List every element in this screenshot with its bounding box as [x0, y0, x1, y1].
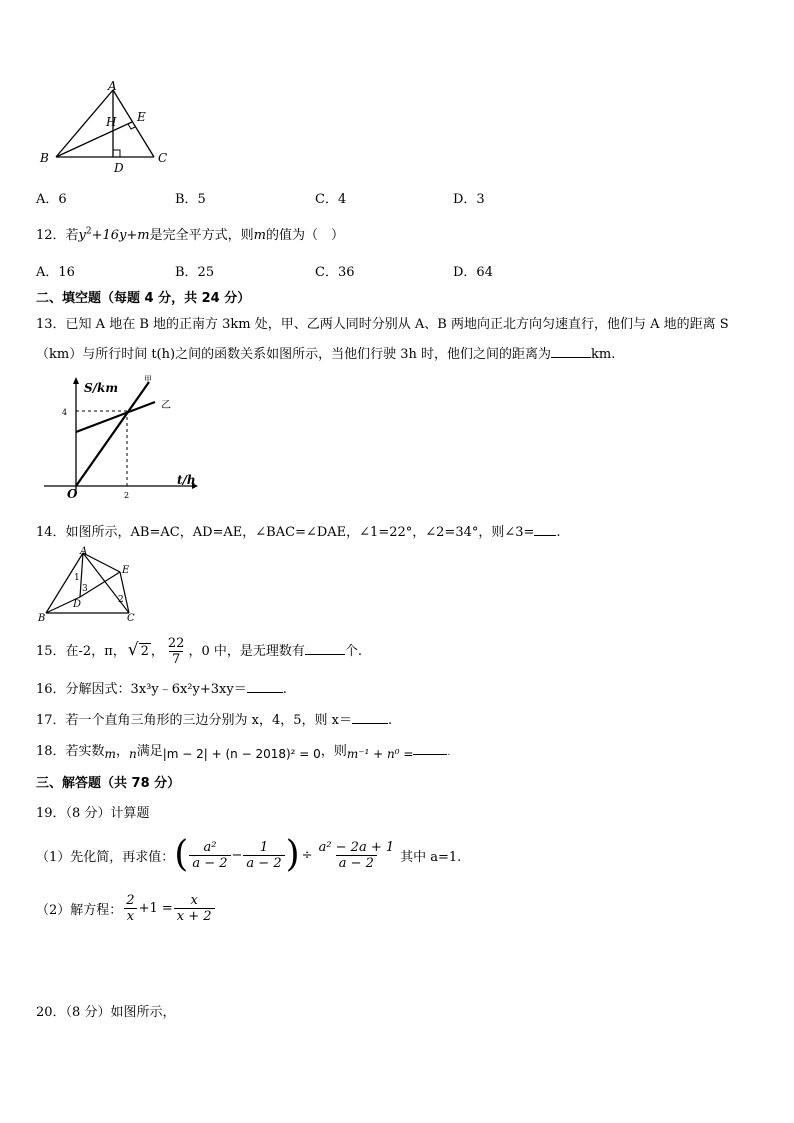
label-c: C [158, 151, 168, 165]
question-19-part-1: （1）先化简，再求值： ( $\frac{\text{a²}}{a - 2}$ − $\frac{1}{a - 2}$ ) ÷ $\frac{\text{a² − 2a + 1}}{a - 2}$ 其中 a=1. [36, 834, 462, 875]
question-17: 17．若一个直角三角形的三边分别为 x，4，5，则 x＝ . [36, 713, 393, 728]
answer-blank-14[interactable] [534, 523, 556, 536]
origin-label: O [67, 487, 78, 501]
figure-q14-triangles [36, 545, 146, 625]
x-tick-2: 2 [124, 491, 130, 500]
figure-q13-graph [40, 374, 210, 504]
fraction-22-7: $\frac{22}{7}$ [167, 636, 185, 667]
q11-option-c: C．4 [315, 192, 347, 207]
section-2-heading: 二、填空题（每题 4 分，共 24 分） [36, 291, 251, 306]
q12-option-d: D．64 [453, 265, 493, 280]
fraction-a2-over-a-minus-2: $\frac{\text{a²}}{a - 2}$ [189, 840, 230, 871]
fraction-2-over-x: $\frac{2}{x}$ [123, 893, 137, 924]
q12-option-c: C．36 [315, 265, 355, 280]
question-20: 20．（8 分）如图所示， [36, 1005, 176, 1020]
label-b: B [38, 613, 46, 624]
angle-2: 2 [118, 595, 124, 605]
q12-option-a: A．16 [36, 265, 75, 280]
angle-3: 3 [82, 584, 88, 594]
left-paren: ( [174, 834, 189, 875]
label-d: D [73, 599, 82, 610]
axis-label-t: t/h [177, 473, 196, 487]
question-18: 18．若实数m，n满足|m − 2| + (n − 2018)² = 0，则m⁻¹ + n⁰ = . [36, 744, 451, 761]
question-13-line2: （km）与所行时间 t(h)之间的函数关系如图所示，当他们行驶 3h 时，他们之间的距离为 km. [36, 347, 616, 362]
fraction-x-over-x-plus-2: $\frac{x}{x + 2}$ [174, 893, 215, 924]
angle-1: 1 [74, 573, 80, 583]
answer-blank-13[interactable] [551, 345, 591, 358]
q12-option-b: B．25 [175, 265, 215, 280]
label-b: B [40, 151, 49, 165]
label-d: D [114, 161, 124, 175]
answer-blank-17[interactable] [352, 711, 388, 724]
label-a: A [108, 80, 117, 93]
right-paren: ) [285, 834, 300, 875]
line-label-yi: 乙 [161, 400, 171, 411]
q11-option-d: D．3 [453, 192, 485, 207]
label-e: E [137, 110, 146, 124]
fraction-quadratic-over-a-minus-2: $\frac{\text{a² − 2a + 1}}{a - 2}$ [318, 839, 395, 871]
label-h: H [106, 115, 117, 129]
answer-blank-16[interactable] [247, 680, 283, 693]
question-12: 12．若$y^2+16y+m$是完全平方式，则m的值为（ ） [36, 226, 344, 243]
question-15: 15．在-2，π， √ 2 ， $\frac{22}{7}$ ，0 中，是无理数有 个. [36, 627, 362, 673]
question-13-line1: 13．已知 A 地在 B 地的正南方 3km 处，甲、乙两人同时分别从 A、B 两地向正北方向匀速直行，他们与 A 地的距离 S [36, 317, 729, 332]
answer-blank-18[interactable] [413, 742, 447, 755]
fraction-1-over-a-minus-2: $\frac{1}{a - 2}$ [243, 840, 284, 871]
q11-option-a: A．6 [36, 192, 67, 207]
question-19-part-2: （2）解方程： $\frac{2}{x}$ +1 = $\frac{x}{x + 2}$ [36, 888, 216, 928]
answer-blank-15[interactable] [305, 642, 345, 655]
question-19-title: 19．（8 分）计算题 [36, 806, 150, 821]
axis-label-s: S/km [84, 381, 119, 395]
label-a: A [80, 546, 88, 557]
line-label-jia: 甲 [144, 375, 152, 384]
label-e: E [122, 565, 130, 576]
figure-q11-triangle [36, 80, 176, 176]
question-14: 14．如图所示，AB=AC，AD=AE，∠BAC=∠DAE，∠1=22°，∠2=34°，则∠3= . [36, 525, 561, 540]
question-16: 16．分解因式：3x³y﹣6x²y+3xy＝ . [36, 682, 287, 697]
sqrt-sign: √ 2 [127, 640, 149, 660]
q11-option-b: B．5 [175, 192, 206, 207]
section-3-heading: 三、解答题（共 78 分） [36, 776, 181, 791]
label-c: C [127, 613, 135, 624]
y-tick-4: 4 [62, 408, 68, 417]
